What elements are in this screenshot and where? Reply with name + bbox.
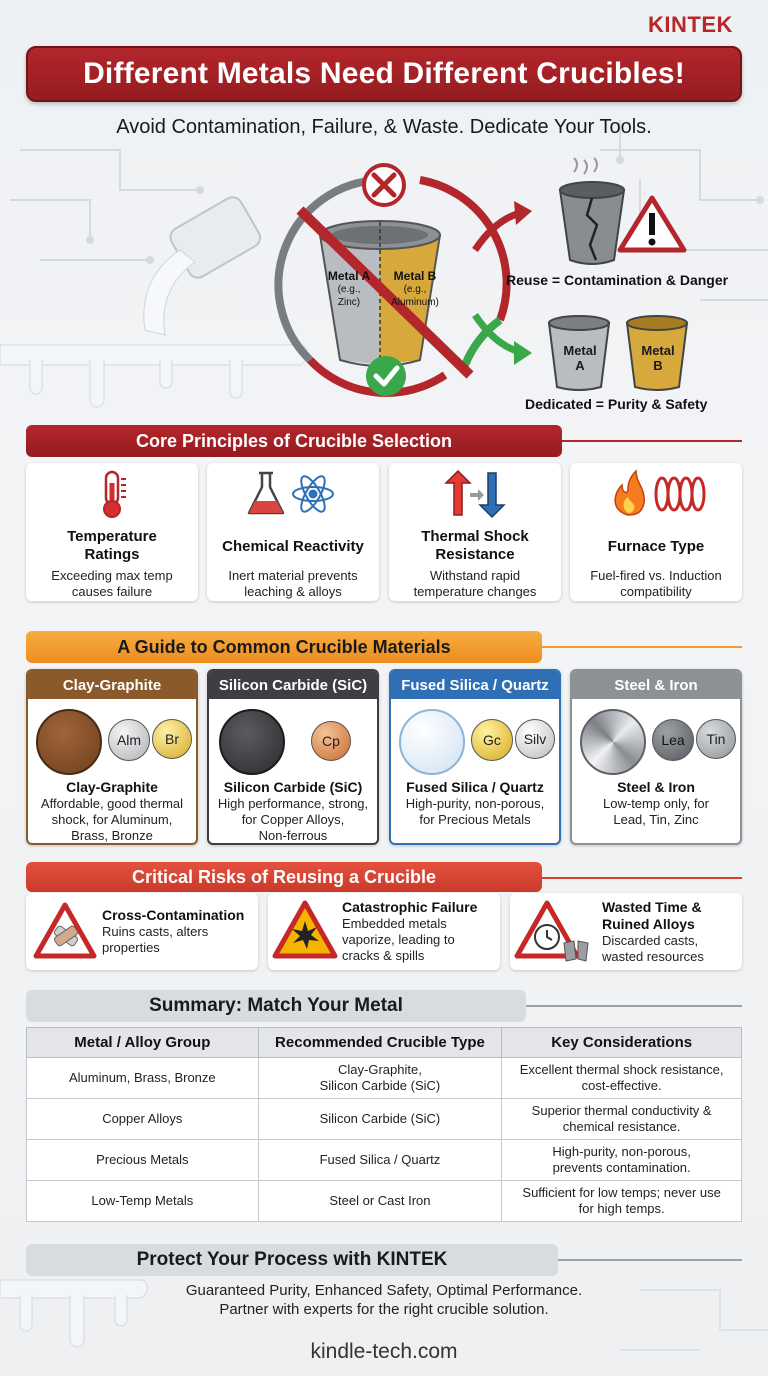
column-header: Recommended Crucible Type bbox=[258, 1028, 502, 1058]
table-cell: Aluminum, Brass, Bronze bbox=[27, 1058, 259, 1099]
table-row bbox=[27, 1181, 742, 1222]
crucible-left-label: Metal A (e.g., Zinc) bbox=[327, 269, 371, 308]
table-row bbox=[27, 1140, 742, 1181]
table-cell: Fused Silica / Quartz bbox=[258, 1140, 502, 1181]
aluminum-chip: Alm bbox=[108, 719, 150, 761]
footer-line-2: Partner with experts for the right crucible solution. bbox=[219, 1301, 549, 1318]
copper-chip: Cp bbox=[311, 721, 351, 761]
dedicated-b-label: Metal B bbox=[641, 343, 675, 373]
material-header: Fused Silica / Quartz bbox=[391, 671, 559, 699]
table-cell: Superior thermal conductivity & chemical resistance. bbox=[502, 1099, 742, 1140]
silicon-carbide-sample bbox=[219, 709, 285, 775]
material-card-clay-graphite: Clay-Graphite Alm Br Clay-Graphite Affordable, good thermal shock, for Aluminum, Brass, Bronze bbox=[26, 669, 198, 845]
risk-card-catastrophic-failure: Catastrophic Failure Embedded metals vaporize, leading to cracks & spills bbox=[268, 893, 500, 970]
page-title: Different Metals Need Different Crucibles! bbox=[83, 57, 685, 90]
explosion-icon bbox=[272, 899, 338, 961]
title-banner bbox=[26, 46, 742, 102]
fused-silica-sample bbox=[399, 709, 465, 775]
dedicated-label: Dedicated = Purity & Safety bbox=[525, 396, 708, 412]
gold-chip: Gc bbox=[471, 719, 513, 761]
section-divider bbox=[540, 877, 742, 879]
dedicated-a-label: Metal A bbox=[563, 343, 597, 373]
flask-atom-icon bbox=[243, 469, 343, 519]
table-cell: Precious Metals bbox=[27, 1140, 259, 1181]
column-header: Key Considerations bbox=[502, 1028, 742, 1058]
summary-table bbox=[26, 1027, 742, 1222]
silver-chip: Silv bbox=[515, 719, 555, 759]
risk-card-cross-contamination: Cross-Contamination Ruins casts, alters properties bbox=[26, 893, 258, 970]
material-card-steel-iron: Steel & Iron Lea Tin Steel & Iron Low-temp only, for Lead, Tin, Zinc bbox=[570, 669, 742, 845]
arrows-icon bbox=[440, 469, 510, 519]
principle-card-temperature: Temperature Ratings Exceeding max temp causes failure bbox=[26, 463, 198, 601]
principle-card-furnace: Furnace Type Fuel-fired vs. Induction compatibility bbox=[570, 463, 742, 601]
principles-heading: Core Principles of Crucible Selection bbox=[26, 425, 562, 457]
principle-card-reactivity: Chemical Reactivity Inert material prevents leaching & alloys bbox=[207, 463, 379, 601]
table-cell: Sufficient for low temps; never use for high temps. bbox=[502, 1181, 742, 1222]
table-cell: Clay-Graphite, Silicon Carbide (SiC) bbox=[258, 1058, 502, 1099]
risk-card-wasted-time: Wasted Time & Ruined Alloys Discarded casts, wasted resources bbox=[510, 893, 742, 970]
flame-coil-icon bbox=[606, 469, 706, 519]
table-cell: Steel or Cast Iron bbox=[258, 1181, 502, 1222]
risks-heading: Critical Risks of Reusing a Crucible bbox=[26, 862, 542, 892]
footer-line-1: Guaranteed Purity, Enhanced Safety, Optimal Performance. bbox=[185, 1282, 583, 1299]
column-header: Metal / Alloy Group bbox=[27, 1028, 259, 1058]
material-header: Clay-Graphite bbox=[28, 671, 196, 699]
summary-heading: Summary: Match Your Metal bbox=[26, 990, 526, 1022]
table-cell: Low-Temp Metals bbox=[27, 1181, 259, 1222]
table-cell: Silicon Carbide (SiC) bbox=[258, 1099, 502, 1140]
table-cell: Copper Alloys bbox=[27, 1099, 259, 1140]
section-divider bbox=[520, 1005, 742, 1007]
cracked-crucible-icon bbox=[552, 150, 692, 270]
tin-chip: Tin bbox=[696, 719, 736, 759]
principle-card-thermal-shock: Thermal Shock Resistance Withstand rapid temperature changes bbox=[389, 463, 561, 601]
section-divider bbox=[540, 646, 742, 648]
table-header-row bbox=[27, 1028, 742, 1058]
table-row bbox=[27, 1058, 742, 1099]
footer-heading: Protect Your Process with KINTEK bbox=[26, 1244, 558, 1276]
table-cell: High-purity, non-porous, prevents contamination. bbox=[502, 1140, 742, 1181]
steel-sample bbox=[580, 709, 646, 775]
crucible-right-label: Metal B (e.g., Aluminum) bbox=[391, 269, 439, 308]
clay-graphite-sample bbox=[36, 709, 102, 775]
materials-heading: A Guide to Common Crucible Materials bbox=[26, 631, 542, 663]
brass-chip: Br bbox=[152, 719, 192, 759]
clock-broken-icon bbox=[514, 899, 594, 963]
lead-chip: Lea bbox=[652, 719, 694, 761]
material-card-fused-silica: Fused Silica / Quartz Gc Silv Fused Silica / Quartz High-purity, non-porous, for Precious Metals bbox=[389, 669, 561, 845]
table-cell: Excellent thermal shock resistance, cost-effective. bbox=[502, 1058, 742, 1099]
section-divider bbox=[540, 440, 742, 442]
material-header: Steel & Iron bbox=[572, 671, 740, 699]
material-header: Silicon Carbide (SiC) bbox=[209, 671, 377, 699]
reuse-label: Reuse = Contamination & Danger bbox=[506, 272, 729, 288]
cross-contamination-icon bbox=[32, 901, 98, 961]
material-card-silicon-carbide: Silicon Carbide (SiC) Cp Silicon Carbide (SiC) High performance, strong, for Copper Alloys, Non-ferrous bbox=[207, 669, 379, 845]
brand-logo: KINTEK bbox=[648, 12, 733, 37]
website-link[interactable]: kindle-tech.com bbox=[310, 1340, 458, 1363]
table-row bbox=[27, 1099, 742, 1140]
page-subtitle: Avoid Contamination, Failure, & Waste. Dedicate Your Tools. bbox=[116, 116, 652, 138]
section-divider bbox=[540, 1259, 742, 1261]
thermometer-icon bbox=[92, 469, 132, 519]
